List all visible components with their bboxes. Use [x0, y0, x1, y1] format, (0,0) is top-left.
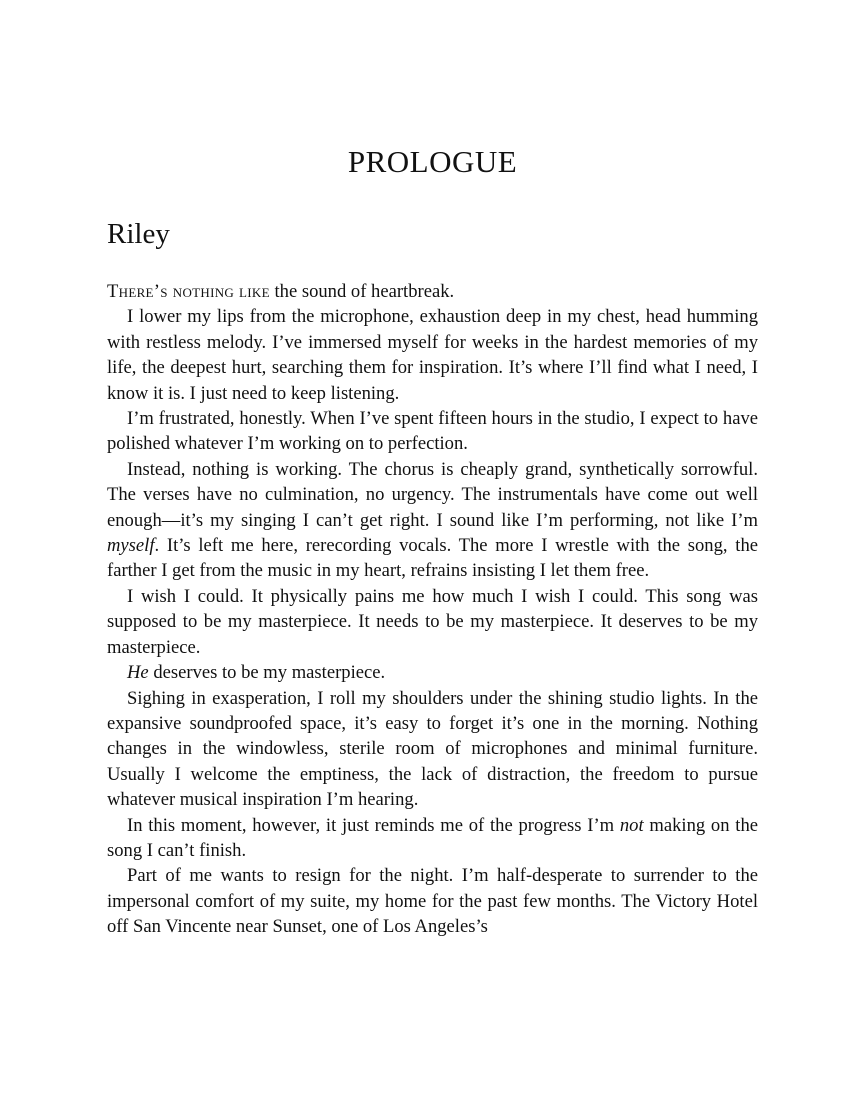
paragraph — [107, 863, 758, 939]
paragraph — [107, 279, 758, 304]
italic-run: not — [619, 814, 644, 836]
smallcaps-run: There’s nothing like — [107, 281, 270, 302]
text-run: In this moment, however, it just reminds me of the progress I’m — [127, 814, 620, 836]
paragraph — [107, 584, 758, 660]
italic-run: He — [127, 662, 149, 684]
text-run: Sighing in exasperation, I roll my shoulders under the shining studio lights. In the expansive soundproofed space, it’s easy to forget it’s one in the morning. Nothing changes in the windowless, sterile room of microphones and minimal furniture. Usually I welcome the emptiness, the lack of distraction, the freedom to pursue whatever musical inspiration I’m hearing. — [107, 687, 758, 811]
text-run: I’m frustrated, honestly. When I’ve spent fifteen hours in the studio, I expect to have polished whatever I’m working on to perfection. — [107, 408, 758, 455]
paragraph — [107, 660, 758, 685]
text-run: . It’s left me here, rerecording vocals. The more I wrestle with the song, the farther I get from the music in my heart, refrains insisting I let them free. — [107, 535, 758, 582]
paragraph — [107, 304, 758, 406]
italic-run: myself — [107, 535, 155, 557]
text-run: making on the song I can’t finish. — [107, 814, 758, 861]
text-run: deserves to be my masterpiece. — [148, 662, 386, 684]
text-run: I lower my lips from the microphone, exhaustion deep in my chest, head humming with restless melody. I’ve immersed myself for weeks in the hardest memories of my life, the deepest hurt, searching them for inspiration. It’s where I’ll find what I need, I know it is. I just need to keep listening. — [107, 306, 758, 404]
paragraph — [107, 686, 758, 813]
text-run: I wish I could. It physically pains me how much I wish I could. This song was supposed to be my masterpiece. It needs to be my masterpiece. It deserves to be my masterpiece. — [107, 585, 758, 658]
chapter-title: PROLOGUE — [347, 144, 518, 179]
text-run: Instead, nothing is working. The chorus is cheaply grand, synthetically sorrowful. The verses have no culmination, no urgency. The instrumentals have come out well enough—it’s my singing I can’t get right. I sound like I’m performing, not like I’m — [107, 458, 758, 531]
text-run: the sound of heartbreak. — [269, 281, 455, 302]
paragraph — [107, 813, 758, 864]
body-text — [107, 279, 758, 940]
paragraph — [107, 457, 758, 584]
text-run: Part of me wants to resign for the night. I’m half-desperate to surrender to the impersonal comfort of my suite, my home for the past few months. The Victory Hotel off San Vincente near Sunset, one of Los Angeles’s — [107, 865, 758, 938]
paragraph — [107, 406, 758, 457]
section-heading: Riley — [107, 218, 170, 250]
